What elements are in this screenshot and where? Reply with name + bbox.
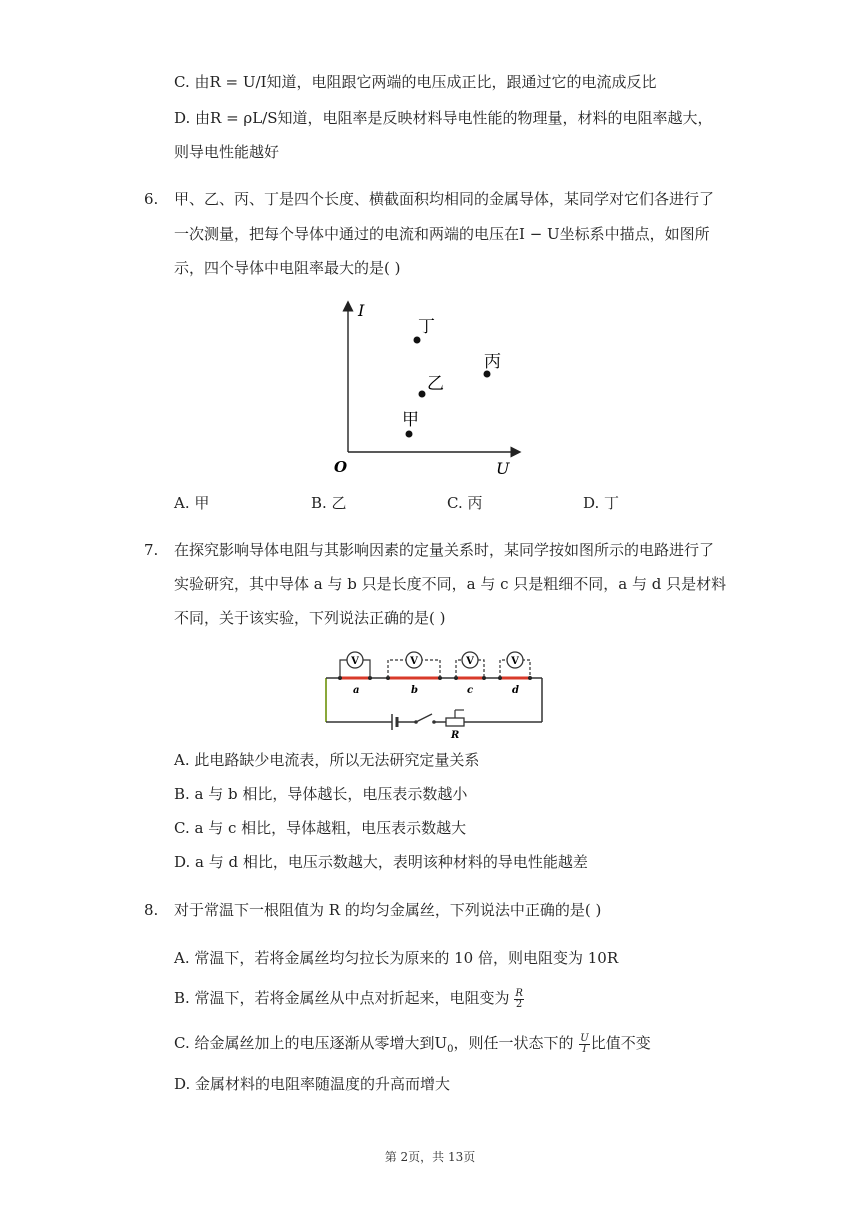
q6-stem-line1: 甲、乙、丙、丁是四个长度、横截面积均相同的金属导体，某同学对它们各进行了 [174, 190, 715, 208]
q6-number: 6. [144, 190, 159, 208]
q8-option-b-fraction [514, 989, 524, 1010]
y-axis-label: I [358, 301, 365, 320]
voltmeter-c-symbol: V [466, 656, 474, 667]
point-jia-label: 甲 [402, 410, 419, 430]
q8-option-b-text: B. 常温下，若将金属丝从中点对折起来，电阻变为 [174, 989, 510, 1007]
q7-circuit-diagram [318, 640, 550, 740]
q6-stem-line3: 示，四个导体中电阻率最大的是( ) [174, 259, 401, 277]
point-yi-label: 乙 [427, 374, 444, 394]
q6-option-a[interactable]: A. 甲 [174, 494, 210, 512]
point-bing-label: 丙 [484, 352, 501, 372]
q5-option-d-line2: 则导电性能越好 [174, 143, 280, 161]
q5-option-d-line1: D. 由R = ρL/S知道，电阻率是反映材料导电性能的物理量，材料的电阻率越大， [174, 109, 713, 127]
q8-option-c-text: C. 给金属丝加上的电压逐渐从零增大到U [174, 1034, 448, 1052]
segment-label-d: d [512, 685, 519, 696]
rheostat-icon [446, 710, 464, 726]
fraction-numerator: R [515, 987, 523, 999]
fraction-denominator: 2 [515, 998, 523, 1010]
q8-option-c-fraction [579, 1034, 589, 1055]
voltmeter-d-symbol: V [511, 656, 519, 667]
point-ding-label: 丁 [418, 317, 435, 337]
page-footer: 第 2页，共 13页 [384, 1150, 476, 1164]
q8-option-a[interactable]: A. 常温下，若将金属丝均匀拉长为原来的 10 倍，则电阻变为 10R [174, 949, 619, 967]
origin-label: O [334, 458, 348, 476]
fraction-denominator: I [582, 1043, 587, 1055]
q6-option-b[interactable]: B. 乙 [311, 494, 347, 512]
q8-option-b[interactable] [174, 988, 524, 1010]
segment-label-b: b [411, 685, 418, 696]
q8-option-c[interactable] [174, 1033, 651, 1060]
q7-stem-line1: 在探究影响导体电阻与其影响因素的定量关系时，某同学按如图所示的电路进行了 [174, 541, 715, 559]
rheostat-label: R [451, 730, 460, 740]
q8-option-d[interactable]: D. 金属材料的电阻率随温度的升高而增大 [174, 1075, 451, 1093]
point-yi [419, 391, 426, 398]
q6-stem-line2: 一次测量，把每个导体中通过的电流和两端的电压在I − U坐标系中描点，如图所 [174, 225, 710, 243]
segment-label-c: c [467, 685, 474, 696]
q7-stem-line2: 实验研究，其中导体 a 与 b 只是长度不同，a 与 c 只是粗细不同，a 与 d 只是材料 [174, 575, 727, 593]
point-ding [414, 337, 421, 344]
voltmeter-a-symbol: V [351, 656, 359, 667]
q6-iu-graph [320, 296, 530, 486]
q8-option-c-mid: ，则任一状态下的 [453, 1034, 574, 1052]
q8-option-c-suffix: 比值不变 [590, 1034, 651, 1052]
x-axis-label: U [496, 459, 510, 478]
q6-option-d[interactable]: D. 丁 [583, 494, 620, 512]
segment-label-a: a [353, 685, 360, 696]
switch-icon [414, 714, 436, 724]
fraction-numerator: U [580, 1032, 589, 1044]
q6-option-c[interactable]: C. 丙 [447, 494, 483, 512]
q7-option-c[interactable]: C. a 与 c 相比，导体越粗，电压表示数越大 [174, 819, 467, 837]
q7-option-b[interactable]: B. a 与 b 相比，导体越长，电压表示数越小 [174, 785, 468, 803]
q7-option-a[interactable]: A. 此电路缺少电流表，所以无法研究定量关系 [174, 751, 480, 769]
q7-option-d[interactable]: D. a 与 d 相比，电压示数越大，表明该种材料的导电性能越差 [174, 853, 588, 871]
point-jia [406, 431, 413, 438]
voltmeter-b-symbol: V [410, 656, 418, 667]
q7-stem-line3: 不同，关于该实验，下列说法正确的是( ) [174, 609, 446, 627]
q8-option-c-subscript: 0 [447, 1044, 454, 1055]
q8-number: 8. [144, 901, 159, 919]
q5-option-c: C. 由R = U/I知道，电阻跟它两端的电压成正比，跟通过它的电流成反比 [174, 73, 657, 91]
battery-icon [392, 714, 397, 730]
q8-stem: 对于常温下一根阻值为 R 的均匀金属丝，下列说法中正确的是( ) [174, 901, 602, 919]
q7-number: 7. [144, 541, 159, 559]
